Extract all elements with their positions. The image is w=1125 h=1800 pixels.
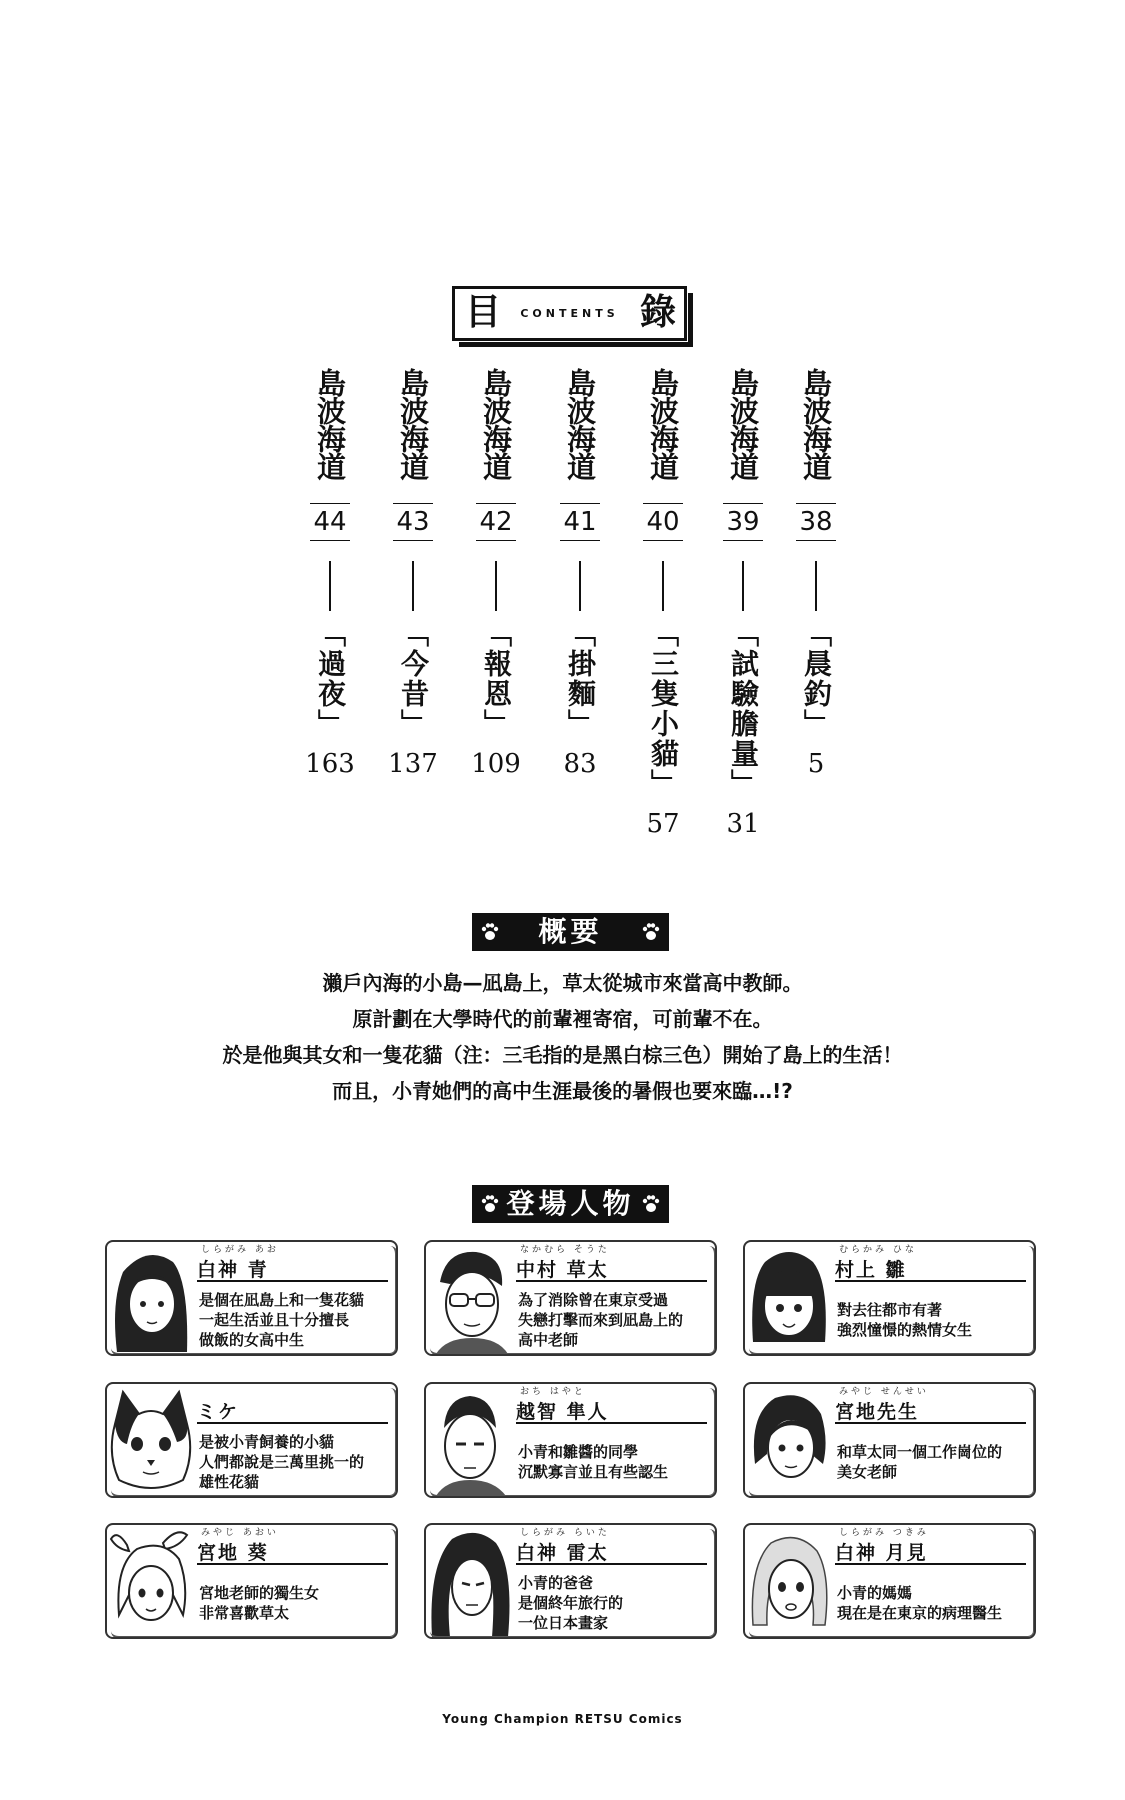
synopsis-text	[200, 965, 925, 1109]
chapter-page: 5	[807, 749, 825, 779]
character-ruby: しらがみ らいた	[520, 1528, 610, 1538]
character-card[interactable]	[105, 1382, 398, 1498]
chapter-entry[interactable]	[555, 365, 605, 779]
chapter-title: 島波海道	[726, 368, 760, 480]
chapter-number: 38	[796, 503, 836, 541]
description-line: 和草太同一個工作崗位的	[837, 1443, 1003, 1461]
character-description	[837, 1442, 1028, 1482]
description-line: 對去往都市有著	[837, 1301, 943, 1319]
character-portrait-icon	[107, 1242, 195, 1354]
contents-label: CONTENTS	[520, 307, 619, 320]
chapter-entry[interactable]	[718, 365, 768, 839]
character-ruby: みやじ あおい	[201, 1528, 279, 1538]
divider	[662, 561, 664, 611]
description-line: 強烈憧憬的熱情女生	[837, 1321, 973, 1339]
description-line: 高中老師	[518, 1331, 579, 1349]
character-card[interactable]	[105, 1240, 398, 1356]
character-name: 村上 雛	[835, 1252, 1026, 1282]
chapter-page: 83	[563, 749, 597, 779]
paw-icon	[480, 1194, 500, 1214]
chapter-page: 137	[388, 749, 438, 779]
character-card[interactable]	[743, 1523, 1036, 1639]
character-card[interactable]	[105, 1523, 398, 1639]
contents-title-left: 目	[465, 292, 502, 333]
chapter-entry[interactable]	[471, 365, 521, 779]
divider	[742, 561, 744, 611]
character-name: 宮地 葵	[197, 1535, 388, 1565]
chapter-entry[interactable]	[638, 365, 688, 839]
character-description	[199, 1583, 390, 1623]
synopsis-line: 而且，小青她們的高中生涯最後的暑假也要來臨…!?	[332, 1079, 793, 1103]
character-portrait-icon	[745, 1242, 833, 1354]
chapter-page: 57	[646, 809, 680, 839]
description-line: 小青的媽媽	[837, 1584, 913, 1602]
character-card[interactable]	[424, 1523, 717, 1639]
character-ruby: おち はやと	[520, 1387, 586, 1397]
chapter-title: 島波海道	[799, 368, 833, 480]
paw-icon	[480, 922, 500, 942]
description-line: 是個在凪島上和一隻花貓	[199, 1291, 365, 1309]
chapter-subtitle: 「過夜」	[314, 619, 347, 739]
character-portrait-icon	[745, 1384, 833, 1496]
chapter-number: 43	[393, 503, 433, 541]
chapter-title: 島波海道	[313, 368, 347, 480]
paw-icon	[641, 1194, 661, 1214]
character-ruby: しらがみ つきみ	[839, 1528, 929, 1538]
character-name: 宮地先生	[835, 1394, 1026, 1424]
synopsis-heading-text: 概要	[538, 915, 603, 948]
contents-title-right: 錄	[639, 292, 676, 333]
chapter-number: 42	[476, 503, 516, 541]
synopsis-line: 原計劃在大學時代的前輩裡寄宿，可前輩不在。	[352, 1007, 773, 1031]
synopsis-line: 瀨戶內海的小島—凪島上，草太從城市來當高中教師。	[322, 971, 803, 995]
character-portrait-icon	[745, 1525, 833, 1637]
description-line: 沉默寡言並且有些認生	[518, 1463, 669, 1481]
character-description	[518, 1290, 709, 1350]
character-description	[199, 1432, 390, 1492]
character-name: 越智 隼人	[516, 1394, 707, 1424]
chapter-subtitle: 「晨釣」	[800, 619, 833, 739]
character-ruby: みやじ せんせい	[839, 1387, 929, 1397]
chapter-title: 島波海道	[396, 368, 430, 480]
chapter-subtitle: 「掛麵」	[564, 619, 597, 739]
characters-heading	[472, 1185, 669, 1223]
character-ruby: しらがみ あお	[201, 1245, 279, 1255]
character-portrait-icon	[107, 1525, 195, 1637]
chapter-entry[interactable]	[305, 365, 355, 779]
chapter-page: 109	[471, 749, 521, 779]
description-line: 是被小青飼養的小貓	[199, 1433, 335, 1451]
description-line: 一起生活並且十分擅長	[199, 1311, 350, 1329]
character-name: 中村 草太	[516, 1252, 707, 1282]
description-line: 現在是在東京的病理醫生	[837, 1604, 1003, 1622]
chapter-title: 島波海道	[646, 368, 680, 480]
synopsis-heading	[472, 913, 669, 951]
character-portrait-icon	[426, 1242, 514, 1354]
character-card[interactable]	[743, 1240, 1036, 1356]
chapter-entry[interactable]	[388, 365, 438, 779]
divider	[329, 561, 331, 611]
character-name: 白神 月見	[835, 1535, 1026, 1565]
description-line: 為了消除曾在東京受過	[518, 1291, 669, 1309]
character-name: 白神 青	[197, 1252, 388, 1282]
divider	[412, 561, 414, 611]
divider	[579, 561, 581, 611]
chapter-number: 39	[723, 503, 763, 541]
character-portrait-icon	[426, 1525, 514, 1637]
character-description	[199, 1290, 390, 1350]
character-card[interactable]	[424, 1382, 717, 1498]
chapter-number: 41	[560, 503, 600, 541]
description-line: 人們都說是三萬里挑一的	[199, 1453, 365, 1471]
divider	[815, 561, 817, 611]
chapter-subtitle: 「三隻小貓」	[647, 619, 680, 799]
description-line: 小青的爸爸	[518, 1574, 594, 1592]
publisher-footer: Young Champion RETSU Comics	[442, 1712, 683, 1726]
character-name: ミケ	[197, 1394, 388, 1424]
description-line: 一位日本畫家	[518, 1614, 609, 1632]
description-line: 做飯的女高中生	[199, 1331, 305, 1349]
character-description	[518, 1573, 709, 1633]
chapter-subtitle: 「試驗膽量」	[727, 619, 760, 799]
chapter-subtitle: 「報恩」	[480, 619, 513, 739]
description-line: 是個終年旅行的	[518, 1594, 624, 1612]
description-line: 宮地老師的獨生女	[199, 1584, 320, 1602]
paw-icon	[641, 922, 661, 942]
chapter-title: 島波海道	[563, 368, 597, 480]
description-line: 美女老師	[837, 1463, 898, 1481]
character-ruby: なかむら そうた	[520, 1245, 610, 1255]
character-card[interactable]	[424, 1240, 717, 1356]
character-card[interactable]	[743, 1382, 1036, 1498]
character-ruby: むらかみ ひな	[839, 1245, 917, 1255]
description-line: 小青和雛醬的同學	[518, 1443, 639, 1461]
chapter-number: 40	[643, 503, 683, 541]
divider	[495, 561, 497, 611]
chapter-title: 島波海道	[479, 368, 513, 480]
character-portrait-icon	[426, 1384, 514, 1496]
description-line: 失戀打擊而來到凪島上的	[518, 1311, 684, 1329]
synopsis-line: 於是他與其女和一隻花貓（注：三毛指的是黑白棕三色）開始了島上的生活！	[222, 1043, 903, 1067]
characters-heading-text: 登場人物	[506, 1187, 635, 1220]
chapter-entry[interactable]	[791, 365, 841, 779]
chapter-subtitle: 「今昔」	[397, 619, 430, 739]
character-portrait-icon	[107, 1384, 195, 1496]
chapter-page: 31	[726, 809, 760, 839]
description-line: 非常喜歡草太	[199, 1604, 290, 1622]
character-name: 白神 雷太	[516, 1535, 707, 1565]
contents-header	[452, 286, 687, 341]
description-line: 雄性花貓	[199, 1473, 260, 1491]
character-description	[518, 1442, 709, 1482]
character-description	[837, 1300, 1028, 1340]
chapter-page: 163	[305, 749, 355, 779]
chapter-number: 44	[310, 503, 350, 541]
character-description	[837, 1583, 1028, 1623]
